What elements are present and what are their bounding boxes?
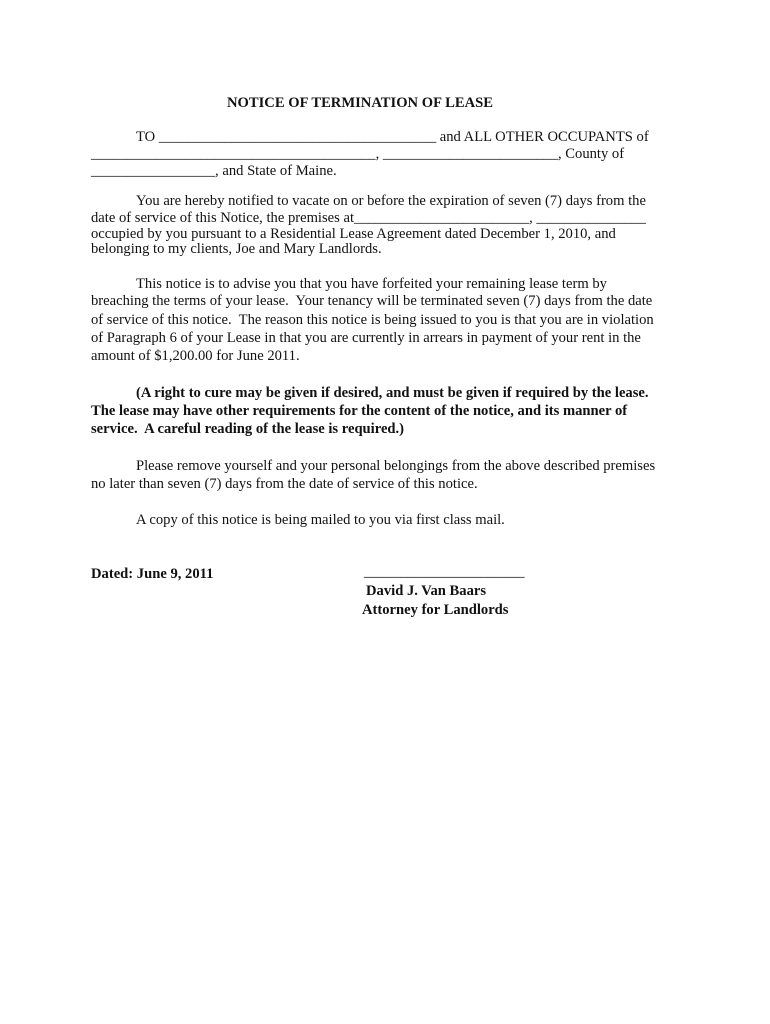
- vacate-line-2: date of service of this Notice, the premises at________________________, _______________: [91, 210, 646, 226]
- forfeit-line-3: of service of this notice. The reason this notice is being issued to you is that you are in violation: [91, 312, 654, 328]
- address-line-1: TO ______________________________________ and ALL OTHER OCCUPANTS of: [136, 129, 649, 145]
- cure-line-2: The lease may have other requirements for the content of the notice, and its manner of: [91, 403, 628, 419]
- document-title: NOTICE OF TERMINATION OF LEASE: [227, 95, 493, 111]
- remove-line-2: no later than seven (7) days from the date of service of this notice.: [91, 476, 478, 492]
- forfeit-line-4: of Paragraph 6 of your Lease in that you are currently in arrears in payment of your rent in the: [91, 330, 641, 346]
- vacate-line-4: belonging to my clients, Joe and Mary Landlords.: [91, 241, 382, 257]
- address-line-3: _________________, and State of Maine.: [91, 163, 337, 179]
- cure-line-1: (A right to cure may be given if desired, and must be given if required by the lease.: [136, 385, 649, 401]
- vacate-line-1: You are hereby notified to vacate on or before the expiration of seven (7) days from the: [136, 193, 646, 209]
- remove-line-1: Please remove yourself and your personal belongings from the above described premises: [136, 458, 656, 474]
- mail-notice: A copy of this notice is being mailed to you via first class mail.: [136, 512, 505, 528]
- address-line-2: _______________________________________, ________________________, County of: [91, 146, 625, 162]
- vacate-line-3: occupied by you pursuant to a Residential Lease Agreement dated December 1, 2010, and: [91, 226, 616, 242]
- cure-line-3: service. A careful reading of the lease is required.): [91, 421, 405, 437]
- signatory-name: David J. Van Baars: [366, 583, 487, 599]
- signature-line: ______________________: [364, 564, 525, 580]
- forfeit-line-1: This notice is to advise you that you have forfeited your remaining lease term by: [136, 276, 607, 292]
- signatory-role: Attorney for Landlords: [362, 602, 509, 618]
- forfeit-line-5: amount of $1,200.00 for June 2011.: [91, 348, 300, 364]
- forfeit-line-2: breaching the terms of your lease. Your tenancy will be terminated seven (7) days from the date: [91, 293, 653, 309]
- dated-line: Dated: June 9, 2011: [91, 566, 214, 582]
